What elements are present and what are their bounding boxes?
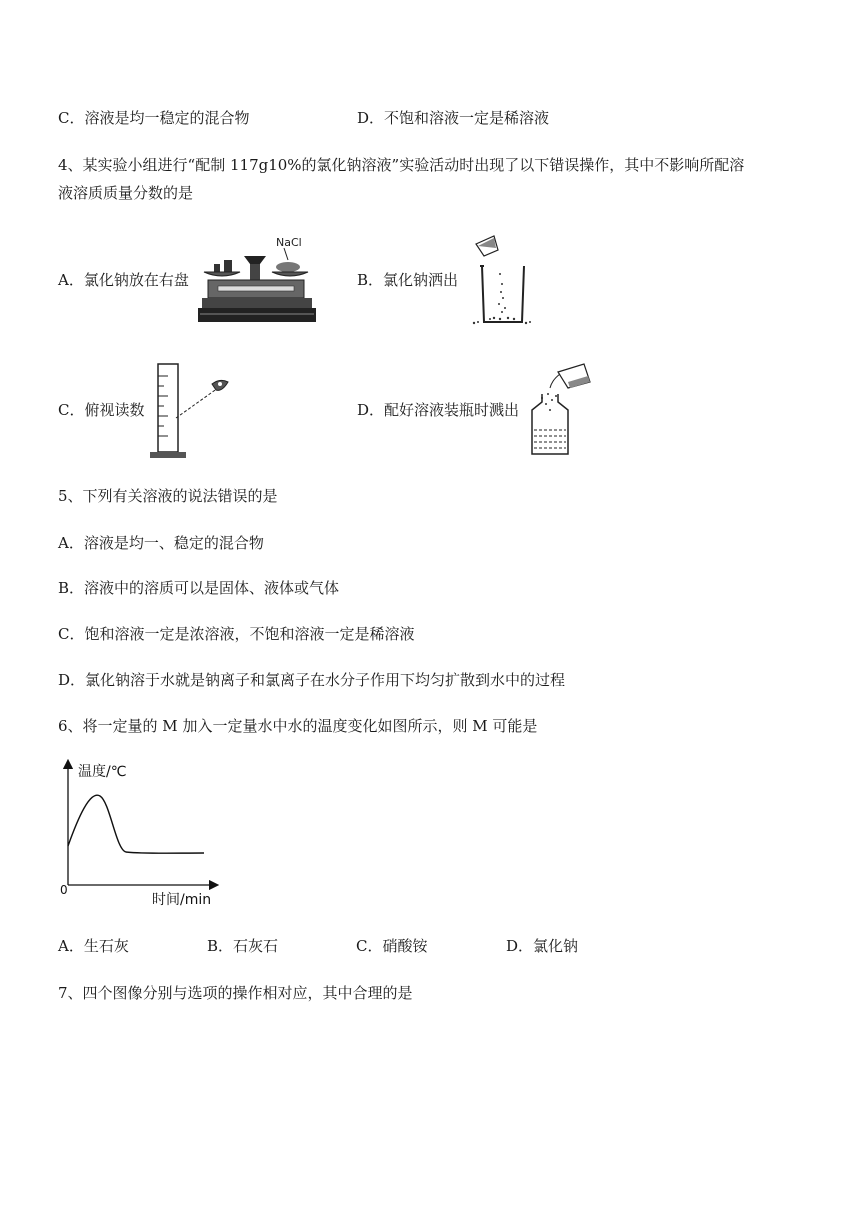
q4-option-b: B．氯化钠洒出 xyxy=(357,271,459,289)
q5-option-d: D．氯化钠溶于水就是钠离子和氯离子在水分子作用下均匀扩散到水中的过程 xyxy=(58,671,566,689)
bottle-pouring-figure xyxy=(528,358,594,458)
q4-stem-line1: 4、某实验小组进行“配制 117g10%的氯化钠溶液”实验活动时出现了以下错误操作，其中不影响所配溶 xyxy=(58,156,745,174)
q6-option-d: D．氯化钠 xyxy=(506,937,579,955)
temperature-curve xyxy=(68,795,204,853)
q3-option-c: C．溶液是均一稳定的混合物 xyxy=(58,109,250,127)
beaker-spill-figure xyxy=(472,234,532,326)
q5-stem: 5、下列有关溶液的说法错误的是 xyxy=(58,487,278,505)
x-axis-label: 时间/min xyxy=(152,892,212,908)
temperature-time-graph xyxy=(56,758,224,910)
q5-option-b: B．溶液中的溶质可以是固体、液体或气体 xyxy=(58,579,340,597)
q5-option-c: C．饱和溶液一定是浓溶液，不饱和溶液一定是稀溶液 xyxy=(58,625,415,643)
q6-option-a: A．生石灰 xyxy=(58,937,129,955)
q6-option-b: B．石灰石 xyxy=(207,937,279,955)
y-axis-label: 温度/℃ xyxy=(78,764,127,780)
q4-option-c: C．俯视读数 xyxy=(58,401,145,419)
q4-stem-line2: 液溶质质量分数的是 xyxy=(58,184,194,202)
cylinder-reading-figure xyxy=(150,362,234,462)
q5-option-a: A．溶液是均一、稳定的混合物 xyxy=(58,534,264,552)
q4-option-a: A．氯化钠放在右盘 xyxy=(58,271,189,289)
q7-stem: 7、四个图像分别与选项的操作相对应，其中合理的是 xyxy=(58,984,413,1002)
nacl-label: NaCl xyxy=(276,236,302,249)
q6-stem: 6、将一定量的 M 加入一定量水中水的温度变化如图所示，则 M 可能是 xyxy=(58,717,538,735)
q3-option-d: D．不饱和溶液一定是稀溶液 xyxy=(357,109,550,127)
q4-option-d: D．配好溶液装瓶时溅出 xyxy=(357,401,520,419)
balance-figure xyxy=(198,234,316,326)
origin-label: 0 xyxy=(60,883,68,897)
q6-option-c: C．硝酸铵 xyxy=(356,937,428,955)
